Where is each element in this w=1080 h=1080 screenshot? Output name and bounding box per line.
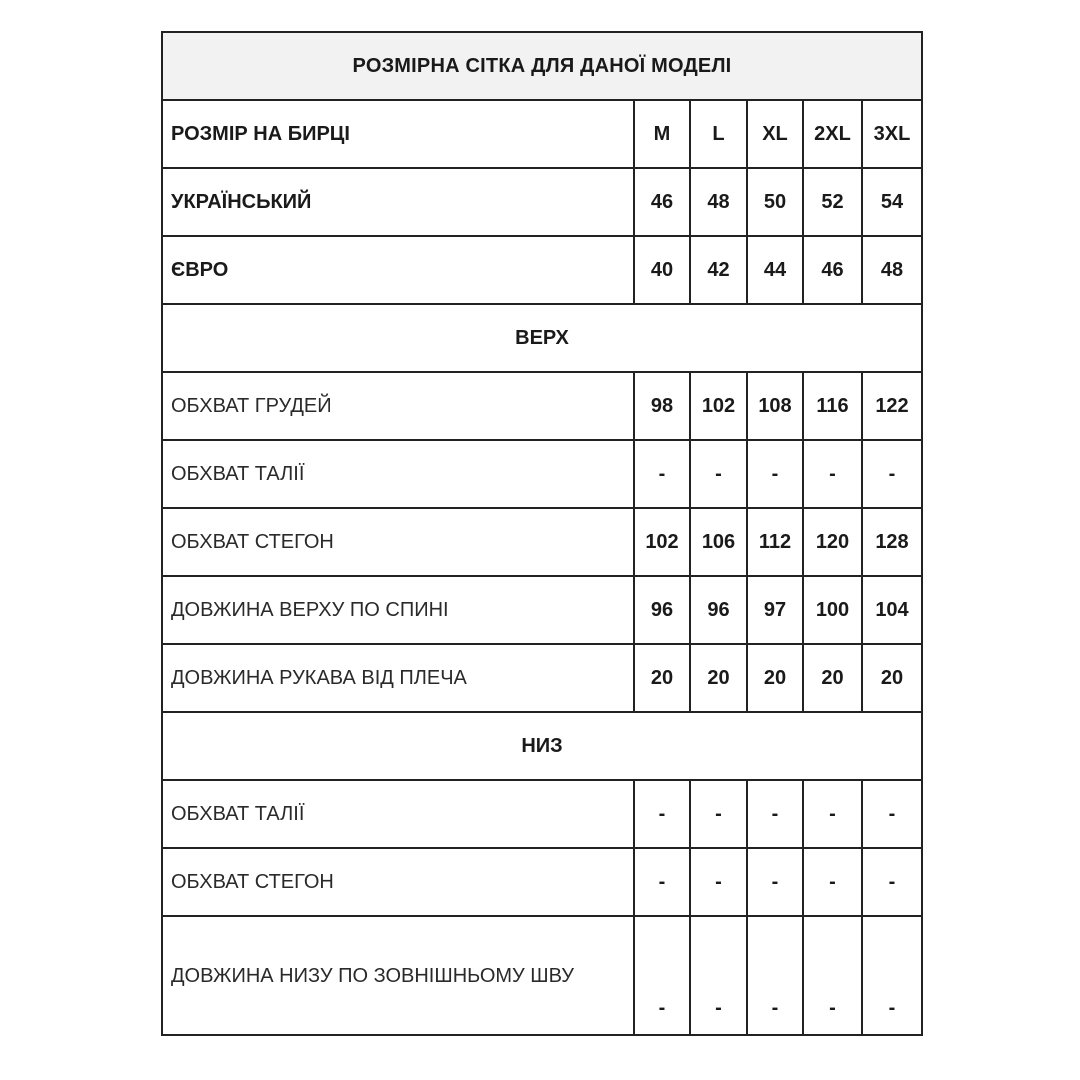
table-title: РОЗМІРНА СІТКА ДЛЯ ДАНОЇ МОДЕЛІ (162, 32, 922, 100)
size-header-2xl: 2XL (803, 100, 862, 168)
row-label: УКРАЇНСЬКИЙ (162, 168, 634, 236)
size-header-row (162, 100, 922, 168)
section-title: ВЕРХ (162, 304, 922, 372)
table-cell: 120 (803, 508, 862, 576)
row-label: ОБХВАТ ТАЛІЇ (162, 780, 634, 848)
row-label: ДОВЖИНА РУКАВА ВІД ПЛЕЧА (162, 644, 634, 712)
size-header-l: L (690, 100, 747, 168)
table-row (162, 916, 922, 1035)
table-cell: - (690, 780, 747, 848)
section-header-bottom (162, 712, 922, 780)
table-cell: 116 (803, 372, 862, 440)
table-cell: - (862, 916, 922, 1035)
table-cell: 108 (747, 372, 803, 440)
size-header-label: РОЗМІР НА БИРЦІ (162, 100, 634, 168)
table-cell: 48 (690, 168, 747, 236)
row-label: ЄВРО (162, 236, 634, 304)
table-cell: - (690, 440, 747, 508)
table-cell: - (634, 848, 690, 916)
table-row (162, 780, 922, 848)
table-cell: 20 (634, 644, 690, 712)
table-cell: - (803, 780, 862, 848)
table-cell: 104 (862, 576, 922, 644)
table-cell: 50 (747, 168, 803, 236)
table-cell: - (634, 916, 690, 1035)
table-cell: 100 (803, 576, 862, 644)
table-cell: - (690, 916, 747, 1035)
table-row (162, 576, 922, 644)
table-cell: 20 (862, 644, 922, 712)
table-cell: 122 (862, 372, 922, 440)
table-cell: - (690, 848, 747, 916)
table-cell: - (862, 440, 922, 508)
row-label: ОБХВАТ ТАЛІЇ (162, 440, 634, 508)
table-cell: 42 (690, 236, 747, 304)
table-cell: 46 (803, 236, 862, 304)
table-cell: - (803, 440, 862, 508)
table-cell: - (634, 440, 690, 508)
table-row (162, 848, 922, 916)
table-cell: 112 (747, 508, 803, 576)
row-label: ОБХВАТ ГРУДЕЙ (162, 372, 634, 440)
size-chart-table (161, 31, 923, 1036)
title-row (162, 32, 922, 100)
section-header-top (162, 304, 922, 372)
table-cell: 40 (634, 236, 690, 304)
table-row (162, 644, 922, 712)
table-row (162, 508, 922, 576)
table-cell: - (747, 916, 803, 1035)
table-cell: 98 (634, 372, 690, 440)
table-cell: 44 (747, 236, 803, 304)
table-row (162, 372, 922, 440)
row-label: ОБХВАТ СТЕГОН (162, 848, 634, 916)
section-title: НИЗ (162, 712, 922, 780)
row-label: ДОВЖИНА НИЗУ ПО ЗОВНІШНЬОМУ ШВУ (162, 916, 634, 1035)
table-cell: 54 (862, 168, 922, 236)
euro-size-row (162, 236, 922, 304)
table-cell: 46 (634, 168, 690, 236)
size-header-m: M (634, 100, 690, 168)
table-cell: 52 (803, 168, 862, 236)
table-cell: - (747, 780, 803, 848)
table-cell: 106 (690, 508, 747, 576)
table-cell: - (747, 440, 803, 508)
size-header-3xl: 3XL (862, 100, 922, 168)
ukrainian-size-row (162, 168, 922, 236)
row-label: ДОВЖИНА ВЕРХУ ПО СПИНІ (162, 576, 634, 644)
table-cell: - (747, 848, 803, 916)
table-cell: 128 (862, 508, 922, 576)
table-cell: 96 (634, 576, 690, 644)
table-cell: 102 (634, 508, 690, 576)
table-cell: - (862, 780, 922, 848)
table-cell: 102 (690, 372, 747, 440)
table-cell: 20 (690, 644, 747, 712)
table-cell: 97 (747, 576, 803, 644)
table-cell: - (862, 848, 922, 916)
table-row (162, 440, 922, 508)
table-cell: - (634, 780, 690, 848)
table-cell: 96 (690, 576, 747, 644)
table-cell: 20 (803, 644, 862, 712)
row-label: ОБХВАТ СТЕГОН (162, 508, 634, 576)
table-cell: - (803, 916, 862, 1035)
table-cell: - (803, 848, 862, 916)
table-cell: 20 (747, 644, 803, 712)
size-header-xl: XL (747, 100, 803, 168)
table-cell: 48 (862, 236, 922, 304)
